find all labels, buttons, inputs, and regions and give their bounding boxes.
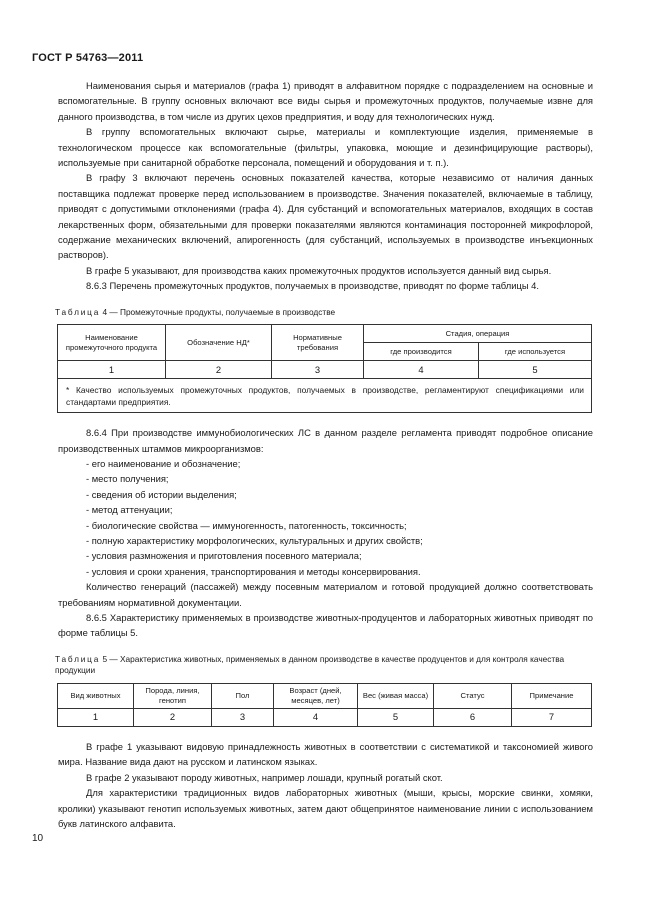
table5-header-weight: Вес (живая масса): [358, 683, 434, 708]
table-cell: 4: [364, 361, 479, 379]
paragraph: 8.6.4 При производстве иммунобиологических ЛС в данном разделе регламента приводят подробное описание производственных штаммов микроорганизмов:: [58, 427, 593, 454]
table-cell: 1: [58, 708, 134, 726]
table5-header-breed: Порода, линия, генотип: [134, 683, 212, 708]
list-item: - условия размножения и приготовления посевного материала;: [86, 550, 362, 562]
table4-header-designation: Обозначение НД*: [166, 325, 272, 361]
paragraph: Количество генераций (пассажей) между посевным материалом и готовой продукцией должно соответствовать требованиям нормативной документации.: [58, 581, 593, 608]
table4-title: 4 — Промежуточные продукты, получаемые в производстве: [102, 306, 336, 317]
table-cell: 3: [212, 708, 274, 726]
table-5: [57, 683, 592, 727]
table4-footnote: * Качество используемых промежуточных продуктов, получаемых в производстве, регламентируют спецификациями или стандартами предприятия.: [58, 379, 592, 413]
document-header: ГОСТ Р 54763—2011: [32, 52, 144, 64]
page-number: 10: [32, 833, 44, 844]
paragraph: В графе 2 указывают породу животных, например лошади, крупный рогатый скот.: [86, 771, 443, 783]
paragraph: 8.6.5 Характеристику применяемых в производстве животных-продуцентов и лабораторных животных приводят по форме таблицы 5.: [58, 612, 593, 639]
table4-header-where-used: где используется: [479, 343, 592, 361]
list-item: - его наименование и обозначение;: [86, 458, 241, 469]
table4-header-requirements: Нормативные требования: [272, 325, 364, 361]
table-cell: 5: [358, 708, 434, 726]
table-cell: 6: [434, 708, 512, 726]
list-item: - метод аттенуации;: [86, 504, 173, 516]
table-cell: 4: [274, 708, 358, 726]
table5-header-note: Примечание: [512, 683, 592, 708]
table5-header-status: Статус: [434, 683, 512, 708]
table5-title: 5 — Характеристика животных, применяемых в данном производстве в качестве продуцентов и для контроля качества продукции: [55, 653, 565, 676]
table5-caption: [55, 654, 593, 677]
table-cell: 2: [134, 708, 212, 726]
table-cell: 5: [479, 361, 592, 379]
page-content: [55, 78, 593, 831]
paragraph: 8.6.3 Перечень промежуточных продуктов, получаемых в производстве, приводят по форме таблицы 4.: [86, 280, 539, 292]
table4-header-stage: Стадия, операция: [364, 325, 592, 343]
table-cell: 1: [58, 361, 166, 379]
list-item: - биологические свойства — иммуногенность, патогенность, токсичность;: [86, 519, 407, 531]
table-4: [57, 324, 592, 413]
table5-label: Таблица: [55, 653, 101, 664]
table5-header-age: Возраст (дней, месяцев, лет): [274, 683, 358, 708]
paragraph: В группу вспомогательных включают сырье, материалы и комплектующие изделия, применяемые в технологическом процессе как вспомогательные (фильтры, упаковка, моющие и дезинфицирующие растворы), используемые при санитарной обработке персонала, помещений и оборудования и т. п.).: [58, 126, 593, 169]
paragraph: Наименования сырья и материалов (графа 1) приводят в алфавитном порядке с подразделением на основные и вспомогательные. В группу основных включают все виды сырья и промежуточных продуктов, получаемые извне для данного производства, в том числе из других цехов предприятия, и воду для технологических нужд.: [58, 80, 593, 122]
strain-list: [58, 456, 593, 579]
paragraph: В графе 5 указывают, для производства каких промежуточных продуктов используется данный вид сырья.: [86, 264, 552, 276]
list-item: - полную характеристику морфологических, культуральных и других свойств;: [86, 535, 423, 547]
table-row: [58, 708, 592, 726]
table5-header-species: Вид животных: [58, 683, 134, 708]
list-item: - место получения;: [86, 473, 169, 485]
table4-header-where-produced: где производится: [364, 343, 479, 361]
table-cell: 2: [166, 361, 272, 379]
table-row: [58, 361, 592, 379]
table4-label: Таблица: [55, 306, 101, 317]
list-item: - сведения об истории выделения;: [86, 488, 237, 500]
table-cell: 7: [512, 708, 592, 726]
table-cell: 3: [272, 361, 364, 379]
paragraph: В графу 3 включают перечень основных показателей качества, которые независимо от наличия данных поставщика подлежат проверке перед использованием в производстве. Значения показателей, включаемые в таблицу, приводят с допустимыми отклонениями (графа 4). Для субстанций и вспомогательных материалов, входящих в состав лекарственных форм, обязательными для проверки показателями являются контаминация посторонней микрофлорой, содержание механических включений, апирогенность (для субстанций, используемых в производстве инъекционных растворов).: [58, 172, 593, 261]
list-item: - условия и сроки хранения, транспортирования и методы консервирования.: [86, 565, 421, 577]
table5-header-sex: Пол: [212, 683, 274, 708]
table4-header-name: Наименование промежуточного продукта: [58, 325, 166, 361]
paragraph: Для характеристики традиционных видов лабораторных животных (мыши, крысы, морские свинки, хомяки, кролики) указывают генотип используемых животных, затем дают общепринятое наименование линии с использованием букв латинского алфавита.: [58, 787, 593, 829]
table4-caption: [55, 307, 593, 319]
paragraph: В графе 1 указывают видовую принадлежность животных в соответствии с систематикой и таксономией живого мира. Название вида дают на русском и латинском языках.: [58, 740, 593, 768]
